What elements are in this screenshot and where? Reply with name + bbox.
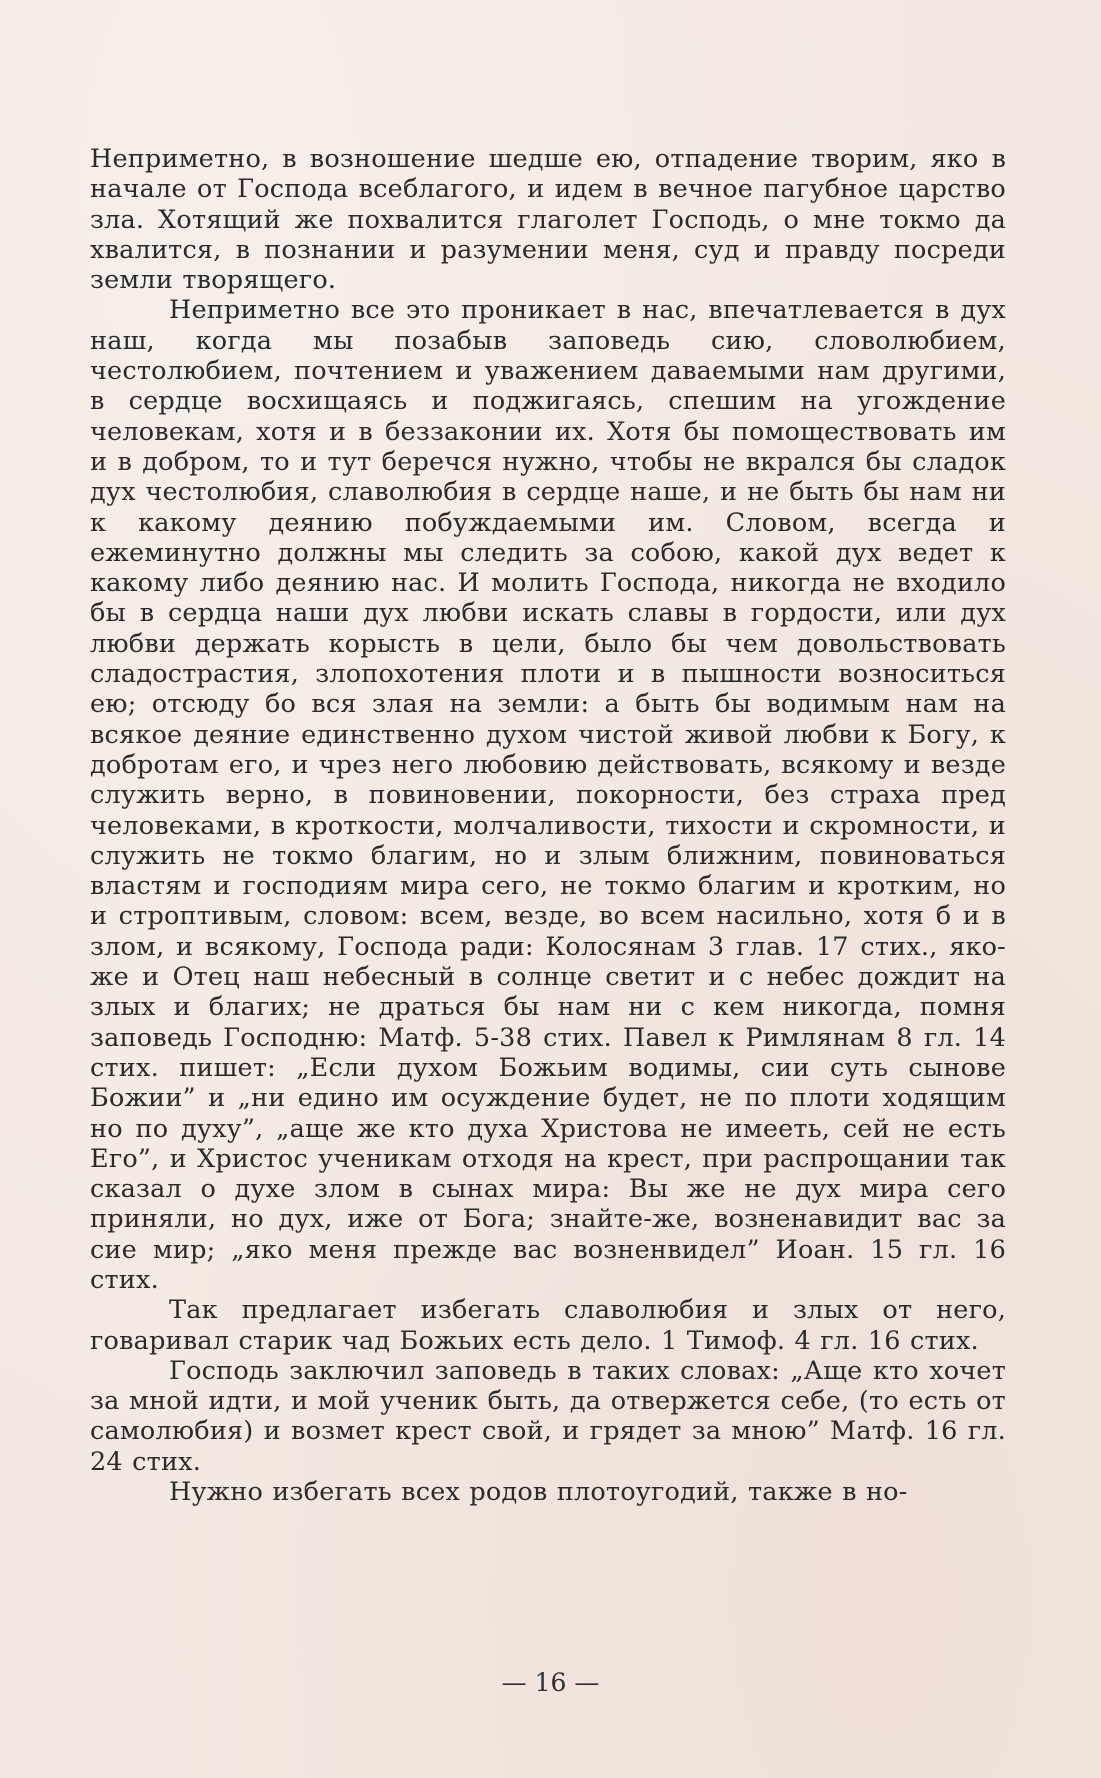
paragraph: Неприметно, в возношение шедше ею, отпадение творим, яко в начале от Господа всеблагого, и идем в вечное пагубное царство зла. Хотящий же похвалится глаголет Господь, о мне токмо да хвалится, в познании и разумении меня, суд и правду посреди земли творящего. [90, 144, 1006, 296]
body-text [90, 144, 1006, 1507]
page-number: — 16 — [501, 1668, 600, 1697]
paragraph: Нужно избегать всех родов плотоугодий, также в но- [169, 1477, 908, 1508]
paragraph: Так предлагает избегать славолюбия и злых от него, говаривал старик чад Божьих есть дело. 1 Тимоф. 4 гл. 16 стих. [90, 1295, 1006, 1356]
paragraph: Неприметно все это проникает в нас, впечатлевается в дух наш, когда мы позабыв заповедь сию, словолюбием, честолюбием, почтением и уважением даваемыми нам другими, в сердце восхищаясь и поджигаясь, спешим на угождение человекам, хотя и в беззаконии их. Хотя бы помоществовать им и в добром, то и тут беречся нужно, чтобы не вкрался бы сладок дух честолюбия, славолюбия в сердце наше, и не быть бы нам ни к какому деянию побуждаемыми им. Словом, всегда и ежеминутно должны мы следить за собою, какой дух ведет к какому либо деянию нас. И молить Господа, никогда не входило бы в сердца наши дух любви искать славы в гордости, или дух любви держать корысть в цели, было бы чем довольствовать сладострастия, злопохотения плоти и в пышности возноситься ею; отсюду бо вся злая на земли: а быть бы водимым нам на всякое деяние единственно духом чистой живой любви к Богу, к добротам его, и чрез него любовию действовать, всякому и везде служить верно, в повиновении, покорности, без страха пред человеками, в кроткости, молчаливости, тихости и скромности, и служить не токмо благим, но и злым ближним, повиноваться властям и господиям мира сего, не токмо благим и кротким, но и строптивым, словом: всем, везде, во всем насильно, хотя б и в злом, и всякому, Господа ради: Колосянам 3 глав. 17 стих., яко-же и Отец наш небесный в солнце светит и с небес дождит на злых и благих; не драться бы нам ни с кем никогда, помня заповедь Господню: Матф. 5-38 стих. Павел к Римлянам 8 гл. 14 стих. пишет: „Если духом Божьим водимы, сии суть сынове Божии” и „ни едино им осуждение будет, не по плоти ходящим но по духу”, „аще же кто духа Христова не имееть, сей не есть Его”, и Христос ученикам отходя на крест, при распрощании так сказал о духе злом в сынах мира: Вы же не дух мира сего приняли, но дух, иже от Бога; знайте-же, возненавидит вас за сие мир; „яко меня прежде вас возненвидел” Иоан. 15 гл. 16 стих. [90, 295, 1006, 1295]
paragraph: Господь заключил заповедь в таких словах: „Аще кто хочет за мной идти, и мой ученик быть, да отвержется себе, (то есть от самолюбия) и возмет крест свой, и грядет за мною” Матф. 16 гл. 24 стих. [90, 1355, 1006, 1477]
